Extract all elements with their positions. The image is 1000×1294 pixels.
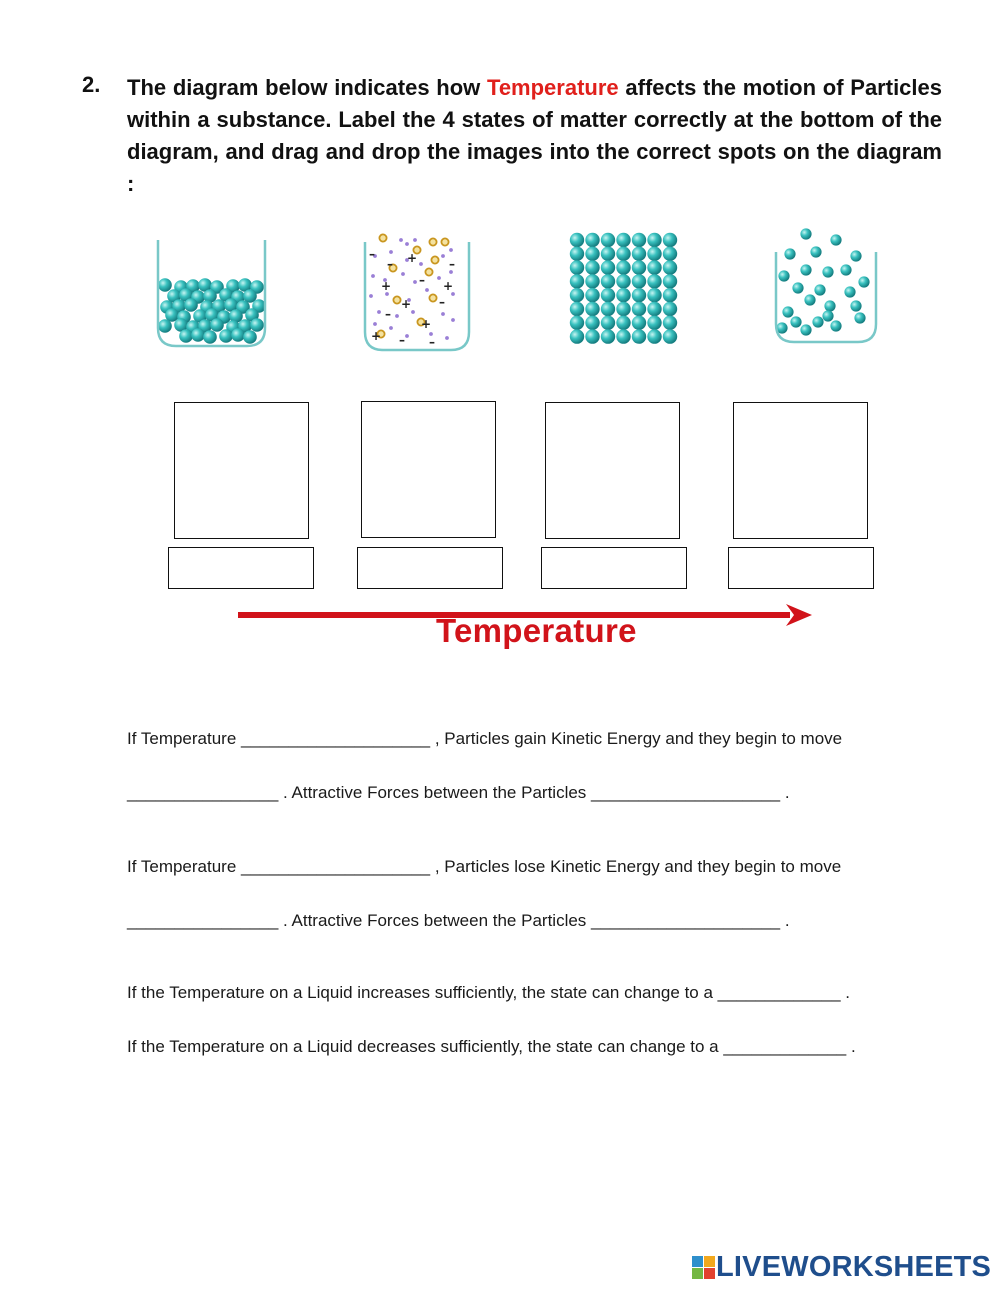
particle [601,247,615,261]
sentence-liquid-increase: If the Temperature on a Liquid increases sufficiently, the state can change to a _____________ . [127,983,850,1002]
ion [431,256,438,263]
particle [570,302,584,316]
particle [822,310,833,321]
electron [445,336,449,340]
particle [663,274,677,288]
electron [405,334,409,338]
particle [800,324,811,335]
particle [663,233,677,247]
sentence-gain-energy: If Temperature ____________________ , Particles gain Kinetic Energy and they begin to move [127,729,843,748]
particle [850,250,861,261]
ion [379,234,386,241]
particle [179,329,193,343]
particle [158,278,172,292]
charge-sign: + [443,279,454,293]
particle [585,302,599,316]
particle [570,316,584,330]
electron [411,310,415,314]
charge-sign: – [429,335,435,349]
gas-beaker-image[interactable] [770,226,882,346]
electron [369,294,373,298]
particle [184,298,198,312]
particle [616,247,630,261]
particle [585,288,599,302]
particle [647,274,661,288]
logo-wordmark: LIVEWORKSHEETS [716,1251,992,1283]
state-label-input-2[interactable] [357,547,503,589]
particle [601,302,615,316]
image-drop-box-2[interactable] [361,401,496,538]
electron [413,280,417,284]
electron [425,288,429,292]
particle [800,228,811,239]
particle [616,260,630,274]
particle [840,264,851,275]
electron [389,326,393,330]
question-prompt [127,72,942,200]
particle [570,329,584,343]
particle [663,316,677,330]
state-label-input-4[interactable] [728,547,874,589]
particle [191,328,205,342]
particle [804,294,815,305]
electron [413,238,417,242]
state-label-input-1[interactable] [168,547,314,589]
particle [570,274,584,288]
particle [647,288,661,302]
charge-sign: + [421,317,432,331]
charge-sign: – [369,247,375,261]
particle [663,260,677,274]
particle [585,274,599,288]
charge-sign: + [371,329,382,343]
particle [570,247,584,261]
particle [601,274,615,288]
particle [647,247,661,261]
particle [585,329,599,343]
particle [647,329,661,343]
ion [393,296,400,303]
particle [585,260,599,274]
particle [782,306,793,317]
particle [570,288,584,302]
particle [784,248,795,259]
particle [210,318,224,332]
particle [778,270,789,281]
image-drop-box-4[interactable] [733,402,868,539]
ion [441,238,448,245]
particle [647,316,661,330]
particle [585,247,599,261]
particle [858,276,869,287]
ion [429,294,436,301]
particle [830,320,841,331]
particle [844,286,855,297]
solid-lattice-image[interactable] [566,230,682,348]
particle [158,319,172,333]
particle [792,282,803,293]
particle [231,328,245,342]
electron [377,310,381,314]
particle [601,288,615,302]
particle [616,288,630,302]
particle [219,329,233,343]
particle [663,329,677,343]
particle [203,330,217,344]
particle [601,329,615,343]
particle [585,233,599,247]
particle [790,316,801,327]
particle [616,274,630,288]
electron [449,248,453,252]
charge-sign: – [387,257,393,271]
plasma-beaker-image[interactable] [357,228,477,356]
particle [570,233,584,247]
electron [371,274,375,278]
particle [632,329,646,343]
electron [441,312,445,316]
particle [632,260,646,274]
sentence-gain-forces: ________________ . Attractive Forces between the Particles ____________________ . [127,783,790,802]
image-drop-box-1[interactable] [174,402,309,539]
sentence-lose-energy: If Temperature ____________________ , Particles lose Kinetic Energy and they begin to move [127,857,842,876]
particle [647,302,661,316]
particle [616,316,630,330]
sentence-lose-forces: ________________ . Attractive Forces between the Particles ____________________ . [127,911,790,930]
charge-sign: – [385,307,391,321]
particle [632,247,646,261]
electron [437,276,441,280]
particle [830,234,841,245]
charge-sign: + [381,279,392,293]
prompt-text-after: affects the motion of Particles within a substance. Label the 4 states of matter correctly at the bottom of the diagram, and drag and drop the images into the correct spots on the diagram : [127,75,943,196]
particle [812,316,823,327]
particle [616,302,630,316]
particle [663,247,677,261]
electron [441,254,445,258]
state-label-input-3[interactable] [541,547,687,589]
electron [399,238,403,242]
particle [632,274,646,288]
charge-sign: – [419,273,425,287]
temperature-axis-label: Temperature [436,612,637,649]
particle [647,233,661,247]
electron [401,272,405,276]
particle [616,329,630,343]
ion [425,268,432,275]
liquid-beaker-image[interactable] [150,236,275,354]
particle [616,233,630,247]
charge-sign: – [449,257,455,271]
particle [632,316,646,330]
electron [373,322,377,326]
particle [250,318,264,332]
particle [824,300,835,311]
sentence-liquid-decrease: If the Temperature on a Liquid decreases sufficiently, the state can change to a _____________ . [127,1037,856,1056]
particle [663,302,677,316]
ion [429,238,436,245]
particle [570,260,584,274]
charge-sign: + [407,251,418,265]
liveworksheets-logo [692,1251,991,1284]
particle [632,302,646,316]
question-number: 2. [82,72,101,97]
prompt-text-before: The diagram below indicates how [127,75,488,100]
electron [395,314,399,318]
particle [850,300,861,311]
particle [800,264,811,275]
particle [647,260,661,274]
liveworksheets-logo-icon [692,1256,716,1280]
electron [405,242,409,246]
electron [419,262,423,266]
charge-sign: + [401,297,412,311]
particle [854,312,865,323]
particle [663,288,677,302]
electron [389,250,393,254]
particle [601,260,615,274]
charge-sign: – [439,295,445,309]
particle [243,330,257,344]
charge-sign: – [399,333,405,347]
prompt-highlight: Temperature [487,75,619,100]
particle [632,233,646,247]
electron [451,318,455,322]
image-drop-box-3[interactable] [545,402,680,539]
particle [822,266,833,277]
particle [632,288,646,302]
particle [585,316,599,330]
particle [601,233,615,247]
particle [601,316,615,330]
particle [814,284,825,295]
particle [810,246,821,257]
